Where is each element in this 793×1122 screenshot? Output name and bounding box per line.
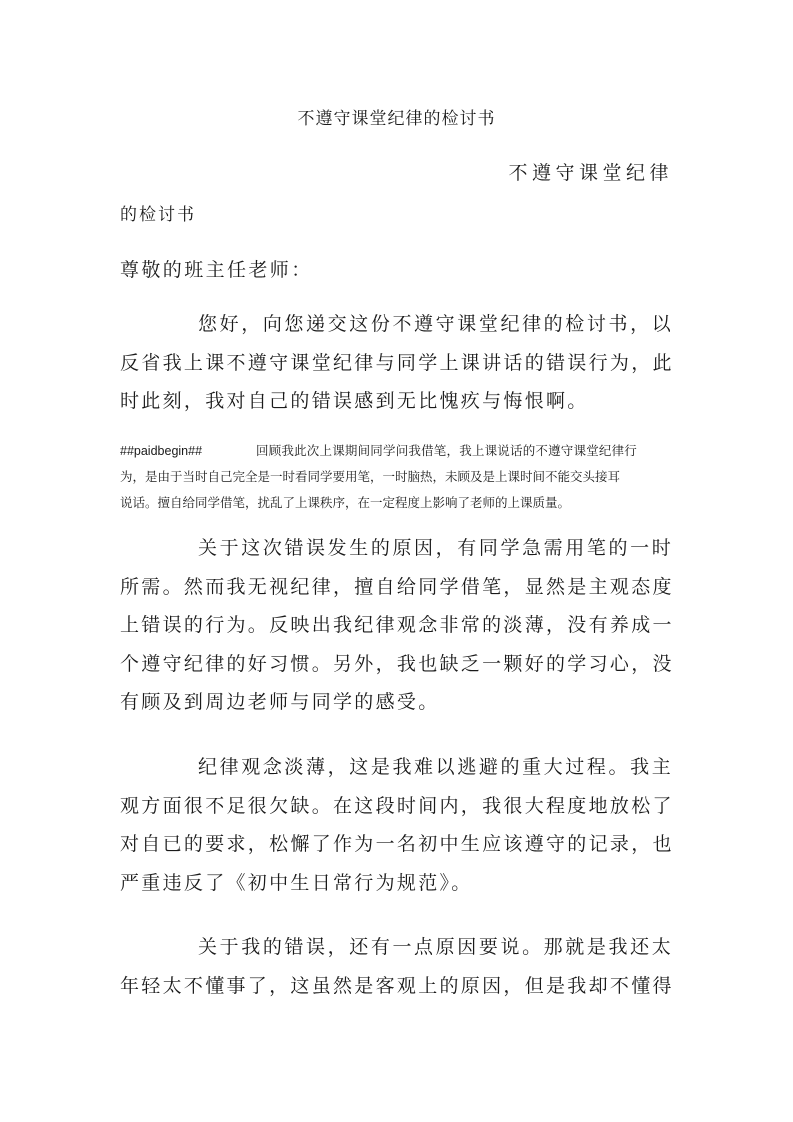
paid-marker: ##paidbegin##	[120, 444, 203, 458]
paragraph-4	[120, 928, 673, 1005]
paragraph-line: 所需。然而我无视纪律，擅自给同学借笔，显然是主观态度	[120, 575, 674, 598]
paragraph-1	[120, 305, 673, 421]
paragraph-line: 反省我上课不遵守课堂纪律与同学上课讲话的错误行为，此	[120, 351, 674, 374]
paragraph-3	[120, 748, 673, 902]
paragraph-line: 纪律观念淡薄，这是我难以逃避的重大过程。我主	[198, 756, 673, 778]
subtitle-line-1: 不遵守课堂纪律	[508, 162, 673, 184]
paragraph-2	[120, 529, 673, 722]
small-print-line	[120, 438, 673, 464]
paragraph-line: 您好，向您递交这份不遵守课堂纪律的检讨书，以	[198, 313, 673, 335]
small-print-text: 回顾我此次上课期间同学问我借笔，我上课说话的不遵守课堂纪律行	[256, 443, 638, 458]
document-title: 不遵守课堂纪律的检讨书	[297, 109, 496, 129]
paragraph-line: 时此刻，我对自己的错误感到无比愧疚与悔恨啊。	[120, 390, 589, 412]
paragraph-line: 严重违反了《初中生日常行为规范》。	[120, 871, 473, 894]
salutation: 尊敬的班主任老师：	[120, 259, 313, 281]
small-print-paragraph	[120, 438, 673, 516]
paragraph-line: 关于这次错误发生的原因，有同学急需用笔的一时	[198, 537, 673, 559]
small-print-line: 说话。擅自给同学借笔，扰乱了上课秩序，在一定程度上影响了老师的上课质量。	[120, 495, 571, 510]
paragraph-line: 个遵守纪律的好习惯。另外，我也缺乏一颗好的学习心，没	[120, 652, 674, 675]
paragraph-line: 年轻太不懂事了，这虽然是客观上的原因，但是我却不懂得	[120, 974, 674, 997]
paragraph-line: 有顾及到周边老师与同学的感受。	[120, 691, 440, 713]
paragraph-line: 关于我的错误，还有一点原因要说。那就是我还太	[198, 936, 673, 958]
subtitle-line-2: 的检讨书	[120, 205, 196, 225]
paragraph-line: 上错误的行为。反映出我纪律观念非常的淡薄，没有养成一	[120, 614, 674, 636]
paragraph-line: 对自已的要求，松懈了作为一名初中生应该遵守的记录，也	[120, 833, 674, 855]
paragraph-line: 观方面很不足很欠缺。在这段时间内，我很大程度地放松了	[120, 794, 674, 817]
small-print-line: 为，是由于当时自己完全是一时看同学要用笔，一时脑热，未顾及是上课时间不能交头接耳	[120, 469, 621, 484]
